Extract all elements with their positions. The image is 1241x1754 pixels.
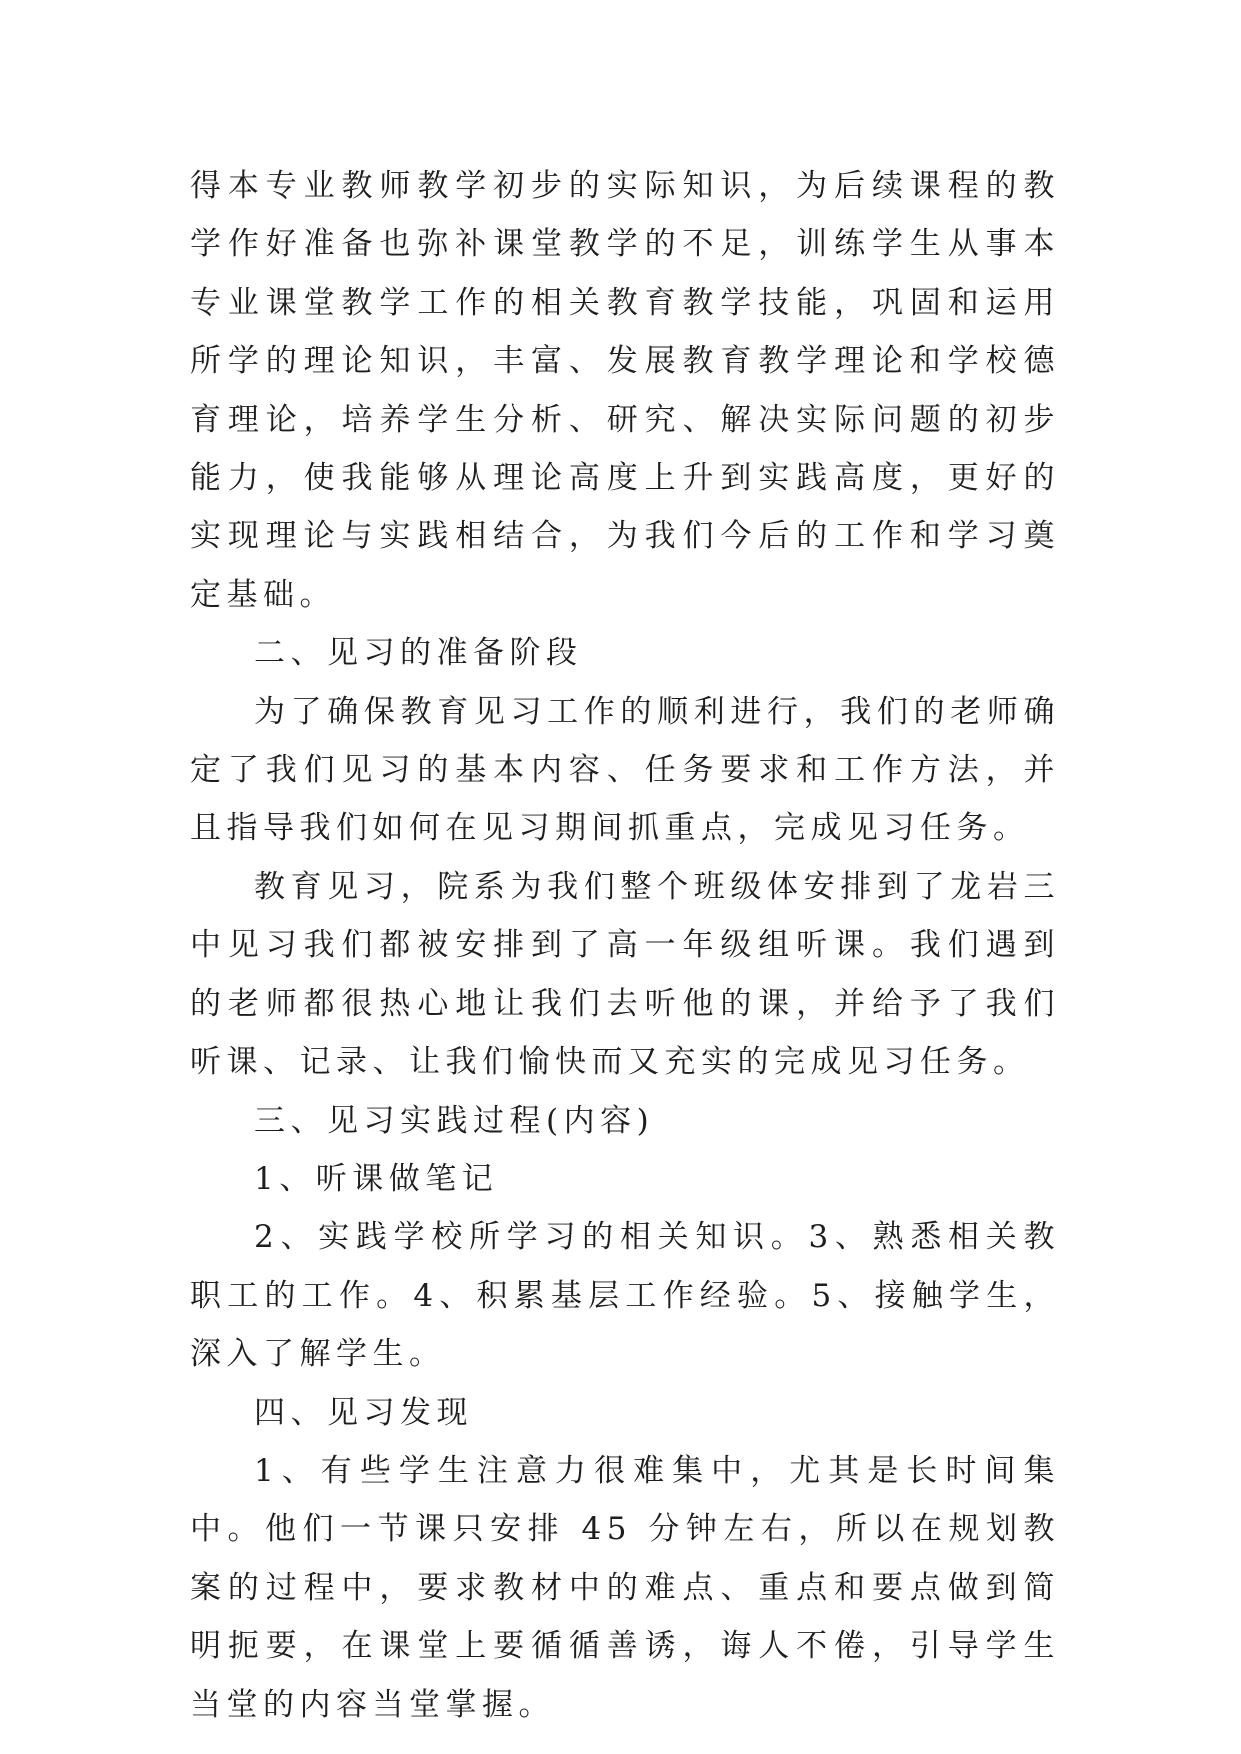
paragraph-findings: 1、有些学生注意力很难集中，尤其是长时间集中。他们一节课只安排 45 分钟左右，所以在规划教案的过程中，要求教材中的难点、重点和要点做到简明扼要，在课堂上要循循善诱，诲人不倦，引导学生当堂的内容当堂掌握。: [190, 1452, 1060, 1723]
section-heading-practice: 三、见习实践过程(内容): [254, 1102, 655, 1139]
list-item-practice: 2、实践学校所学习的相关知识。3、熟悉相关教职工的工作。4、积累基层工作经验。5、接触学生，深入了解学生。: [190, 1219, 1060, 1373]
list-item-notes: 1、听课做笔记: [254, 1160, 499, 1197]
section-heading-preparation: 二、见习的准备阶段: [254, 635, 583, 672]
section-heading-findings: 四、见习发现: [254, 1394, 473, 1431]
paragraph-continuation: 得本专业教师教学初步的实际知识，为后续课程的教学作好准备也弥补课堂教学的不足，训练学生从事本专业课堂教学工作的相关教育教学技能，巩固和运用所学的理论知识，丰富、发展教育教学理论和学校德育理论，培养学生分析、研究、解决实际问题的初步能力，使我能够从理论高度上升到实践高度，更好的实现理论与实践相结合，为我们今后的工作和学习奠定基础。: [190, 168, 1060, 613]
paragraph-preparation: 为了确保教育见习工作的顺利进行，我们的老师确定了我们见习的基本内容、任务要求和工作方法，并且指导我们如何在见习期间抓重点，完成见习任务。: [190, 693, 1060, 847]
paragraph-arrangement: 教育见习，院系为我们整个班级体安排到了龙岩三中见习我们都被安排到了高一年级组听课。我们遇到的老师都很热心地让我们去听他的课，并给予了我们听课、记录、让我们愉快而又充实的完成见习任务。: [190, 868, 1060, 1081]
document-body: [190, 157, 1060, 1734]
